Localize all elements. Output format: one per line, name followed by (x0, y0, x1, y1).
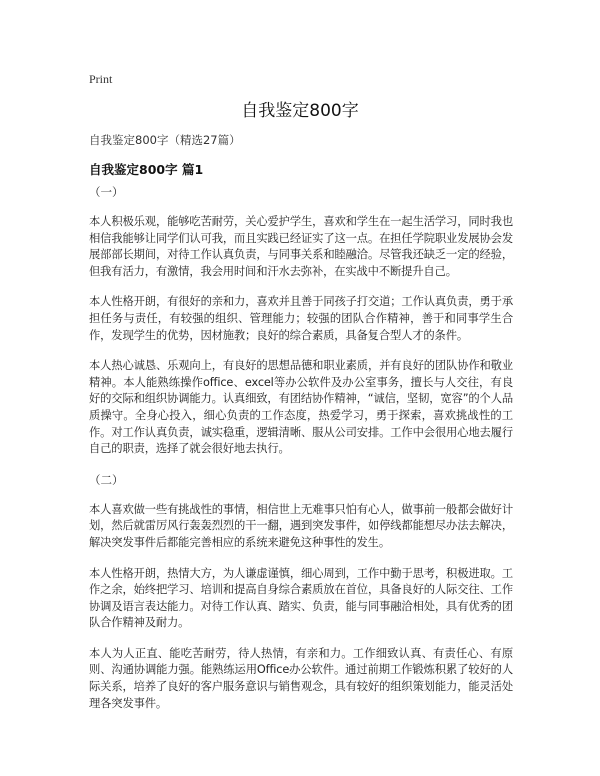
section-heading: 自我鉴定800字 篇1 (89, 162, 204, 177)
paragraph: 本人为人正直、能吃苦耐劳，待人热情，有亲和力。工作细致认真、有责任心、有原则、沟通协调能力强。能熟练运用Office办公软件。通过前期工作锻炼积累了较好的人际关系，培养了良好的客户服务意识与销售观念，具有较好的组织策划能力，能灵活处理各突发事件。 (89, 646, 513, 710)
paragraph: 本人性格开朗，有很好的亲和力，喜欢并且善于同孩子打交道；工作认真负责，勇于承担任务与责任，有较强的组织、管理能力；较强的团队合作精神，善于和同事学生合作，发现学生的优势，因材施教；良好的综合素质，具备复合型人才的条件。 (89, 295, 513, 342)
paragraph: 本人性格开朗，热情大方，为人谦虚谨慎，细心周到，工作中勤于思考，积极进取。工作之余，始终把学习、培训和提高自身综合素质放在首位，具备良好的人际交往、工作协调及语言表达能力。对待工作认真、踏实、负责，能与同事融洽相处，具有优秀的团队合作精神及耐力。 (89, 566, 513, 630)
paragraph: 本人积极乐观，能够吃苦耐劳，关心爱护学生，喜欢和学生在一起生活学习，同时我也相信我能够让同学们认可我，而且实践已经证实了这一点。在担任学院职业发展协会发展部部长期间，对待工作认真负责，与同事关系和睦融洽。尽管我还缺乏一定的经验，但我有活力，有激情，我会用时间和汗水去弥补，在实战中不断提升自己。 (89, 215, 513, 278)
print-link[interactable]: Print (89, 72, 113, 86)
subsection-label: （二） (89, 472, 124, 487)
document-subtitle: 自我鉴定800字（精选27篇） (89, 133, 241, 147)
subsection-label: （一） (89, 185, 124, 199)
document-content (89, 184, 513, 726)
page-title: 自我鉴定800字 (241, 101, 359, 121)
paragraph: 本人喜欢做一些有挑战性的事情，相信世上无难事只怕有心人，做事前一般都会做好计划，然后就雷厉风行轰轰烈烈的干一翻，遇到突发事件，如停线都能想尽办法去解决，解决突发事件后都能完善相应的系统来避免这种事性的发生。 (89, 502, 513, 549)
paragraph: 本人热心诚恳、乐观向上，有良好的思想品德和职业素质，并有良好的团队协作和敬业精神。本人能熟练操作office、excel等办公软件及办公室事务，擅长与人交往，有良好的交际和组织协调能力。认真细致，有团结协作精神，“诚信，坚韧，宽容”的个人品质操守。全身心投入，细心负责的工作态度，热爱学习，勇于探索，喜欢挑战性的工作。对工作认真负责，诚实稳重，逻辑清晰、服从公司安排。工作中会很用心地去履行自己的职责，选择了就会很好地去执行。 (89, 359, 513, 456)
